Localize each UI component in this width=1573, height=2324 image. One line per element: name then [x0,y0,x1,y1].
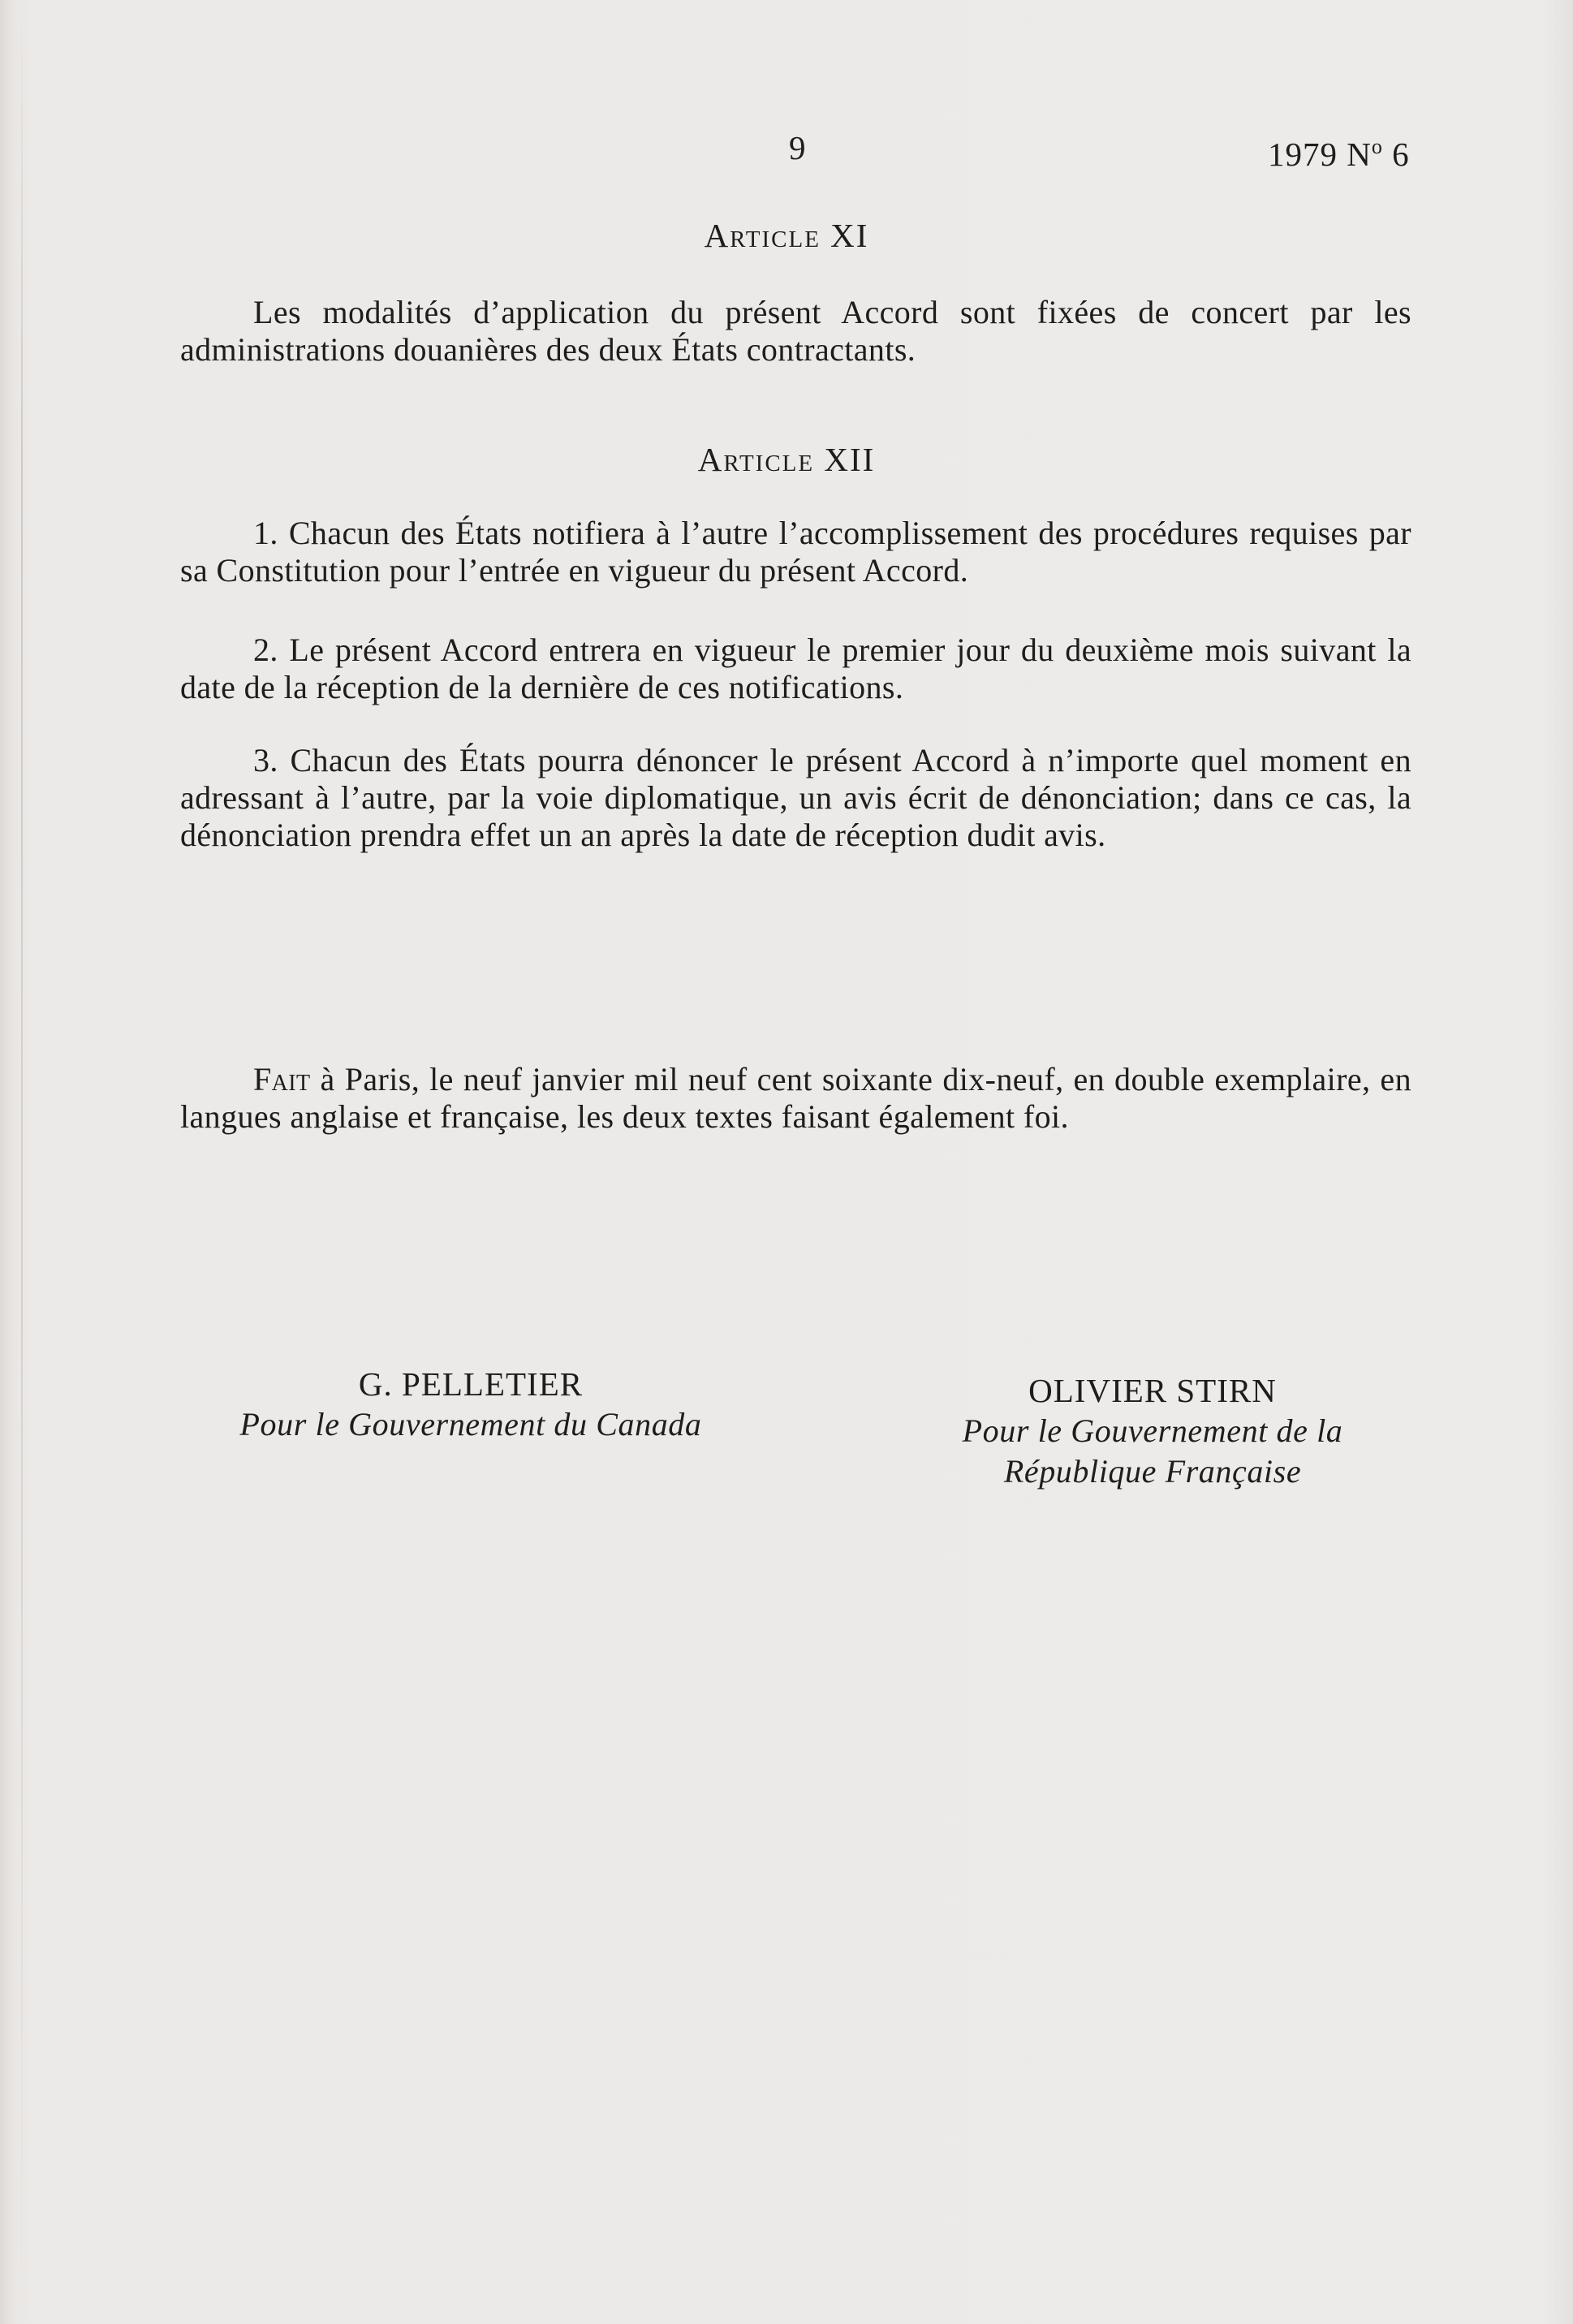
signature-block-france [868,1370,1437,1492]
signatory-name-canada: G. PELLETIER [358,1365,584,1403]
article-12-paragraph-1: 1. Chacun des États notifiera à l’autre l’accomplissement des procédures requises par sa Constitution pour l’entrée en vigueur du présent Accord. [180,515,1411,589]
article-12-paragraph-2: 2. Le présent Accord entrera en vigueur le premier jour du deuxième mois suivant la date de la réception de la dernière de ces notifications. [180,632,1411,705]
closing-fait-word: Fait [253,1061,311,1097]
serial-superscript: o [1371,135,1383,158]
signature-block-canada [162,1364,779,1445]
serial-year: 1979 N [1268,136,1372,173]
article-12-paragraph-3: 3. Chacun des États pourra dénoncer le présent Accord à n’importe quel moment en adressant à l’autre, par la voie diplomatique, un avis écrit de dénonciation; dans ce cas, la dénonciation prendra effet un an après la date de réception dudit avis. [180,742,1411,853]
signatory-name-france: OLIVIER STIRN [1028,1372,1277,1409]
binding-gutter [21,0,23,2324]
serial-number: 6 [1382,136,1410,173]
signatory-role-canada: Pour le Gouvernement du Canada [239,1406,702,1442]
article-11-heading: Article XI [704,217,869,254]
signatory-role-france-line-1: Pour le Gouvernement de la [962,1412,1343,1449]
serial-reference [1268,135,1410,174]
article-12-heading: Article XII [697,441,876,478]
article-11-text: Les modalités d’application du présent Accord sont fixées de concert par les administrations douanières des deux États contractants. [180,294,1411,368]
closing-paragraph [180,1061,1411,1136]
closing-text: à Paris, le neuf janvier mil neuf cent soixante dix-neuf, en double exemplaire, en langues anglaise et française, les deux textes faisant également foi. [180,1061,1411,1135]
signatory-role-france-line-2: République Française [1003,1453,1302,1490]
page-number: 9 [789,129,807,166]
